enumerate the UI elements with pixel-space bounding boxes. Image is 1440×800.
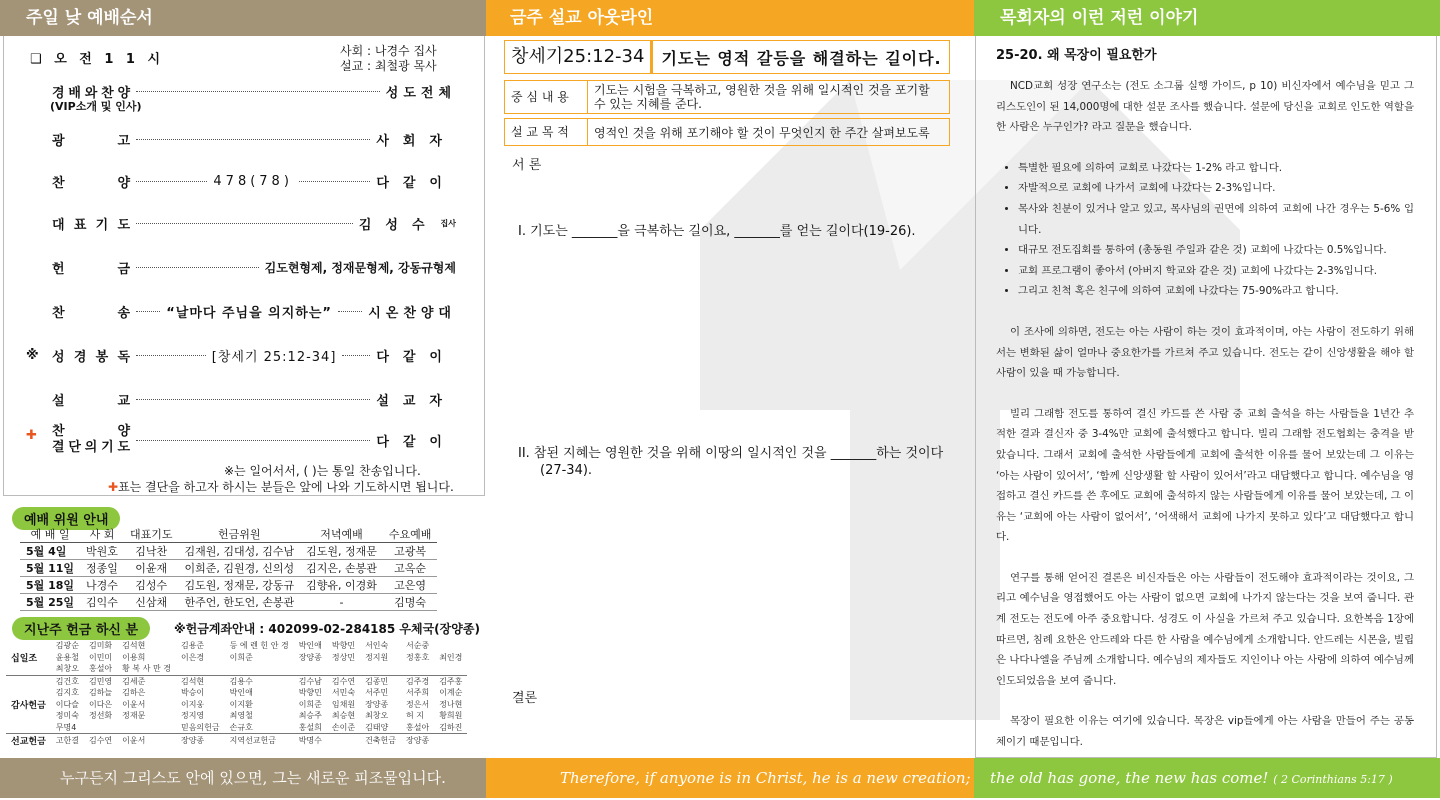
offering-group-name: 선교헌금 — [11, 737, 46, 747]
essay-paragraph-4: 연구를 통해 얻어진 결론은 비신자들은 아는 사람들이 전도해야 효과적이라는 것이요, 그리고 예수님을 영접했어도 아는 사람이 없으면 교회에 나가지 않는다는 것을 보여 줍니다. 관계 전도는 전도에 아주 중요합니다. 성경도 이 사실을 가르쳐 주고 있습니다. 요한복음 1장에 따르면, 침례 요한은 안드레와 다른 한 사람을 예수님에게 소개합니다. 안드레는 시몬을, 빌립은 나다나엘을 주님께 소개합니다. 예수님의 제자들도 지인이나 아는 사람에 의하여 예수님께 인도되었음을 보여 줍니다. — [996, 571, 1414, 687]
donor-cell: 장양종 — [365, 699, 389, 709]
sermon-title: 기도는 영적 갈등을 해결하는 길이다. — [661, 48, 942, 68]
essay-title: 25-20. 왜 목장이 필요한가 — [996, 48, 1157, 63]
donor-cell: 김수연 — [88, 736, 113, 745]
duty-cell: 5월 11일 — [20, 560, 80, 577]
sermon-core-label: 중 심 내 용 — [505, 81, 588, 113]
order-item-title: 집사 — [440, 219, 456, 228]
duty-title: 예배 위원 안내 — [12, 507, 120, 530]
order-item-detail: 478(78) — [213, 174, 293, 189]
donor-cell: 정재문 — [122, 711, 146, 721]
leader-dots — [338, 311, 362, 312]
sermon-core-text: 기도는 시험을 극복하고, 영원한 것을 위해 일시적인 것을 포기할 수 있는 지혜를 준다. — [594, 83, 930, 111]
donor-cell: 김하진 — [439, 722, 463, 732]
duty-cell: 김명숙 — [383, 594, 438, 611]
leader-dots — [136, 267, 259, 268]
duty-cell: 신삼채 — [124, 594, 179, 611]
leader-dots — [136, 440, 370, 441]
donor-cell: 박향민 — [298, 688, 322, 698]
order-item — [30, 258, 456, 277]
donor-cell — [327, 734, 360, 748]
essay-paragraph-5: 목장이 필요한 이유는 여기에 있습니다. 목장은 vip들에게 아는 사람을 만들어 주는 공동체이기 때문입니다. — [996, 715, 1414, 749]
donor-cell: 임채원 — [331, 699, 356, 709]
donor-cell: 손규호 — [229, 722, 253, 732]
order-item — [26, 346, 456, 365]
duty-cell: 5월 25일 — [20, 594, 80, 611]
service-time — [30, 48, 164, 67]
donor-cell: 홍설아 — [406, 722, 430, 732]
footer-verse-ref: ( 2 Corinthians 5:17 ) — [1273, 773, 1393, 786]
service-leader: 사회 : 나경수 집사 — [340, 44, 437, 58]
duty-header: 저녁예배 — [300, 526, 383, 543]
table-row — [6, 652, 467, 664]
leader-dots — [136, 139, 370, 140]
offering-group-name: 감사헌금 — [11, 700, 46, 711]
essay-bullet: • 그리고 친척 혹은 친구에 의하여 교회에 나갔다는 75-90%라고 합니다. — [1018, 281, 1414, 302]
duty-cell: 김향유, 이경화 — [300, 577, 383, 594]
donor-cell: 최승현 — [331, 711, 356, 721]
donor-cell: 이민미 — [88, 652, 113, 662]
duty-header: 예 배 일 — [20, 526, 80, 543]
donor-cell: 최인경 — [439, 652, 463, 662]
donor-cell: 박명수 — [298, 736, 322, 745]
table-row — [20, 560, 437, 577]
donor-cell: 윤용철 — [55, 652, 79, 662]
offering-title: 지난주 헌금 하신 분 — [12, 617, 150, 640]
donor-cell: 김미화 — [88, 641, 113, 651]
donor-cell: 홍설아 — [88, 664, 113, 674]
donor-cell: 박승이 — [180, 688, 205, 698]
donor-cell: 이윤서 — [122, 699, 146, 709]
donor-cell: 김용수 — [229, 676, 253, 686]
essay-paragraph-3: 빌리 그래함 전도를 통하여 결신 카드를 쓴 사람 중 교회 출석을 하는 사람들을 1년간 추적한 결과 결신자 중 3-4%만 교회에 출석했다고 합니다. 빌리 그래함 전도협회는 충격을 받았습니다. 그래서 교회에 출석한 사람들에게 교회에 출석한 이유를 물어 보았는데 그 이유는 ‘아는 사람이 있어서’, ‘함께 신앙생활 할 사람이 있어서’라고 대답했다고 합니다. 예수님을 영접하고 결신 카드를 쓴 후에도 교회에 출석하지 않는 사람들에게 이유를 물어 보았는데, 그 이유는 ‘교회에 아는 사람이 없어서’, ‘어색해서 교회에 나가지 못하고 있다’고 대답했다고 합니다. — [996, 407, 1414, 544]
donor-cell: 건축헌금 — [365, 736, 396, 745]
order-item — [30, 214, 456, 233]
donor-cell: 허 지 — [406, 711, 424, 721]
donor-cell: 서주민 — [365, 688, 389, 698]
essay-bullet: • 자발적으로 교회에 나가서 교회에 나갔다는 2-3%입니다. — [1018, 178, 1414, 199]
donor-cell: 고한결 — [55, 736, 79, 745]
sermon-point-1: I. 기도는 _______을 극복하는 길이요, _______를 얻는 길이다(19-26). — [518, 224, 916, 239]
essay-bullet: • 목사와 친분이 있거나 알고 있고, 목사님의 권면에 의하여 교회에 나간 경우는 5-6% 입니다. — [1018, 199, 1414, 240]
donor-cell: 장양종 — [406, 736, 430, 745]
order-item — [30, 302, 456, 321]
essay-bullet: • 특별한 필요에 의하여 교회로 나갔다는 1-2% 라고 합니다. — [1018, 158, 1414, 179]
essay-bullet: • 교회 프로그램이 좋아서 (아버지 학교와 같은 것) 교회에 나갔다는 2-3%입니다. — [1018, 261, 1414, 282]
order-item-person: 다같이 — [376, 434, 456, 450]
donor-cell: 김용준 — [180, 641, 205, 651]
donor-cell: 정선화 — [88, 711, 113, 721]
donor-cell: 이윤서 — [122, 736, 146, 745]
order-item-person: 다같이 — [376, 176, 456, 191]
donor-cell: 김석현 — [122, 641, 146, 651]
sermon-point-2: II. 참된 지혜는 영원한 것을 위해 이땅의 일시적인 것을 _______하는 것이다 — [518, 446, 944, 461]
donor-cell: 정지원 — [365, 652, 389, 662]
donor-cell: 등 에 렌 힌 안 경 — [229, 641, 289, 651]
essay-body — [996, 76, 1414, 753]
donor-cell: 김광순 — [55, 641, 79, 651]
sermon-core-box — [504, 80, 950, 114]
order-item-sub: (VIP소개 및 인사) — [50, 100, 142, 113]
service-time-label: 오 전 1 1 시 — [54, 52, 165, 67]
donor-cell — [434, 734, 467, 748]
donor-cell: 정은서 — [406, 699, 430, 709]
duty-cell: 정종일 — [80, 560, 124, 577]
donor-cell: 이지환 — [229, 699, 253, 709]
table-row — [6, 710, 467, 722]
donor-cell: 김세준 — [122, 676, 146, 686]
duty-cell: 김성수 — [124, 577, 179, 594]
sermon-goal-box — [504, 118, 950, 146]
essay-paragraph-2: 이 조사에 의하면, 전도는 아는 사람이 하는 것이 효과적이며, 아는 사람이 전도하기 위해서는 변화된 삶이 얼마나 중요한가를 가르쳐 주고 있습니다. 전도는 같이 신앙생활을 해야 할 사람이 있을 때 가능합니다. — [996, 325, 1414, 380]
order-item-person: 다같이 — [376, 350, 456, 365]
sermon-goal-text: 영적인 것을 위해 포기해야 할 것이 무엇인지 한 주간 살펴보도록 — [594, 125, 930, 140]
duty-cell: - — [300, 594, 383, 611]
order-item-label: 설 교 — [52, 394, 130, 409]
duty-cell: 이희준, 김원경, 신의성 — [178, 560, 300, 577]
donor-cell — [401, 663, 434, 675]
duty-cell: 고광복 — [383, 543, 438, 560]
donor-cell: 이다은 — [88, 699, 113, 709]
leader-dots — [136, 91, 380, 92]
donor-cell: 정나현 — [439, 699, 463, 709]
donor-cell: 정상민 — [331, 652, 356, 662]
offering-account: ※헌금계좌안내 : 402099-02-284185 우체국(장양종) — [174, 622, 480, 636]
donor-cell — [176, 663, 225, 675]
donor-cell: 김주홍 — [439, 676, 463, 686]
table-row — [6, 722, 467, 734]
duty-cell: 김도원, 정재문 — [300, 543, 383, 560]
leader-dots — [299, 181, 370, 182]
donor-cell: 서순중 — [406, 641, 430, 651]
donor-cell: 이계순 — [439, 688, 463, 698]
donor-cell: 최창오 — [365, 711, 389, 721]
donor-cell: 서민숙 — [331, 688, 356, 698]
order-item-detail: “날마다 주님을 의지하는” — [166, 306, 332, 321]
donor-cell: 지역선교헌금 — [229, 736, 276, 745]
donor-cell: 이희준 — [229, 652, 253, 662]
order-note-cross-text: 표는 결단을 하고자 하시는 분들은 앞에 나와 기도하시면 됩니다. — [118, 480, 454, 494]
order-item-label: 경 배 와 찬 양 — [52, 86, 130, 101]
order-item-label-line2: 결 단 의 기 도 — [52, 440, 130, 455]
duty-cell: 5월 4일 — [20, 543, 80, 560]
duty-cell: 김낙찬 — [124, 543, 179, 560]
table-row — [6, 687, 467, 699]
donor-cell: 정홍호 — [406, 652, 430, 662]
donor-cell: 이다슬 — [55, 699, 79, 709]
order-item-label: 대 표 기 도 — [52, 218, 130, 233]
header-pastor-story: 목회자의 이런 저런 이야기 — [974, 0, 1440, 36]
duty-cell: 김재원, 김대성, 김수남 — [178, 543, 300, 560]
footer-verse-english-1: Therefore, if anyone is in Christ, he is a new creation; — [486, 758, 974, 798]
donor-cell: 장양종 — [298, 652, 322, 662]
order-item-person: 사회자 — [376, 134, 456, 149]
duty-cell: 한주언, 한도언, 손봉관 — [178, 594, 300, 611]
duty-cell: 나경수 — [80, 577, 124, 594]
donor-cell: 이희준 — [298, 699, 322, 709]
duty-cell: 김지은, 손봉관 — [300, 560, 383, 577]
order-item-person: 설교자 — [376, 394, 456, 409]
table-row — [6, 699, 467, 711]
donor-cell — [294, 663, 327, 675]
sermon-intro: 서 론 — [512, 158, 542, 173]
order-item — [30, 390, 456, 409]
cross-icon: ✚ — [108, 480, 119, 494]
table-row — [6, 663, 467, 675]
duty-cell: 고옥순 — [383, 560, 438, 577]
donor-cell: 홍설희 — [298, 722, 322, 732]
donor-cell: 박인애 — [298, 641, 322, 651]
donor-cell — [84, 722, 117, 734]
donor-cell: 손이준 — [331, 722, 356, 732]
duty-cell: 5월 18일 — [20, 577, 80, 594]
donor-cell: 김태양 — [365, 722, 389, 732]
order-item — [26, 424, 456, 456]
offering-table — [6, 640, 467, 747]
donor-cell: 믿음의헌금 — [180, 722, 220, 732]
order-item-label: 헌 금 — [52, 262, 130, 277]
donor-cell — [434, 663, 467, 675]
duty-header: 대표기도 — [124, 526, 179, 543]
donor-cell: 이용희 — [122, 652, 146, 662]
leader-dots — [342, 355, 370, 356]
sermon-passage: 창세기25:12-34 — [505, 41, 653, 73]
table-row — [6, 734, 467, 748]
donor-cell: 서인숙 — [365, 641, 389, 651]
donor-cell: 장양종 — [180, 736, 205, 745]
donor-cell: 서주희 — [406, 688, 430, 698]
donor-cell: 김수남 — [298, 676, 322, 686]
duty-header: 수요예배 — [383, 526, 438, 543]
order-item-detail: [창세기 25:12-34] — [211, 350, 337, 365]
leader-dots — [136, 399, 370, 400]
donor-cell: 황 복 사 만 경 — [122, 664, 171, 674]
essay-bullet: • 대규모 전도집회를 통하여 (총동원 주일과 같은 것) 교회에 나갔다는 0.5%입니다. — [1018, 240, 1414, 261]
order-item — [30, 130, 456, 149]
donor-cell: 김수연 — [331, 676, 356, 686]
donor-cell — [360, 663, 401, 675]
offering-group-name: 십일조 — [11, 653, 38, 664]
duty-header: 사 회 — [80, 526, 124, 543]
order-item-person: 시온찬양대 — [368, 306, 456, 321]
sermon-goal-label: 설 교 목 적 — [505, 119, 588, 145]
cross-icon: ✚ — [26, 428, 37, 443]
order-item-label: 찬 송 — [52, 306, 130, 321]
duty-table — [20, 526, 437, 611]
table-row — [6, 675, 467, 687]
stand-mark-icon: ※ — [26, 348, 39, 363]
donor-cell: 김지호 — [55, 688, 79, 698]
order-note-cross — [108, 478, 454, 495]
order-item-label: 성 경 봉 독 — [52, 350, 130, 365]
donor-cell: 무명4 — [55, 722, 77, 732]
donor-cell: 김민영 — [88, 676, 113, 686]
donor-cell: 김하늘 — [88, 688, 113, 698]
order-item-label: 광 고 — [52, 134, 130, 149]
donor-cell: 박향민 — [331, 641, 356, 651]
table-row — [20, 543, 437, 560]
table-row — [6, 640, 467, 652]
order-item-label-line1: 찬 양 — [52, 424, 130, 439]
leader-dots — [136, 355, 206, 356]
duty-cell: 김도원, 정재문, 강동규 — [178, 577, 300, 594]
donor-cell — [327, 663, 360, 675]
donor-cell: 김주경 — [406, 676, 430, 686]
order-item — [30, 172, 456, 191]
donor-cell: 김건호 — [55, 676, 79, 686]
footer-verse-text: the old has gone, the new has come! — [990, 769, 1269, 787]
donor-cell: 이지웅 — [180, 699, 205, 709]
duty-cell: 김익수 — [80, 594, 124, 611]
essay-paragraph-1: NCD교회 성장 연구소는 (전도 소그룹 실행 가이드, p 10) 비신자에서 예수님을 믿고 그리스도인이 된 14,000명에 대한 설문 조사를 했습니다. 설문에 당신을 교회로 인도한 역할을 한 사람은 누구인가? 라고 질문을 했습니다. — [996, 80, 1414, 134]
donor-cell: 최승주 — [298, 711, 322, 721]
order-note-stand: ※는 일어서서, ( )는 통일 찬송입니다. — [224, 464, 421, 478]
duty-cell: 이윤재 — [124, 560, 179, 577]
donor-cell: 최창오 — [55, 664, 79, 674]
sermon-conclusion: 결론 — [512, 691, 538, 706]
sermon-title-box — [504, 40, 950, 74]
donor-cell: 박인애 — [229, 688, 253, 698]
footer-verse-english-2 — [974, 758, 1440, 798]
square-bullet-icon: ❑ — [30, 52, 46, 67]
donor-cell: 정미숙 — [55, 711, 79, 721]
duty-cell: 박원호 — [80, 543, 124, 560]
leader-dots — [136, 311, 160, 312]
donor-cell: 정지영 — [180, 711, 205, 721]
donor-cell: 김석현 — [180, 676, 205, 686]
donor-cell — [117, 722, 176, 734]
leader-dots — [136, 181, 207, 182]
donor-cell — [225, 663, 294, 675]
header-sermon-outline: 금주 설교 아웃라인 — [486, 0, 974, 36]
order-item-label — [30, 424, 130, 456]
duty-cell: 고은영 — [383, 577, 438, 594]
footer-verse-korean: 누구든지 그리스도 안에 있으면, 그는 새로운 피조물입니다. — [0, 758, 486, 798]
table-row — [20, 594, 437, 611]
donor-cell: 최영철 — [229, 711, 253, 721]
order-item-person: 김성수 — [358, 218, 439, 233]
order-item-label: 찬 양 — [52, 176, 130, 191]
essay-bullet-list — [996, 158, 1414, 302]
donor-cell: 김하은 — [122, 688, 146, 698]
donor-cell: 김종민 — [365, 676, 389, 686]
donor-cell: 황희원 — [439, 711, 463, 721]
table-row — [20, 577, 437, 594]
sermon-point-2-ref: (27-34). — [540, 463, 593, 478]
leader-dots — [136, 223, 353, 224]
order-item-person: 성도전체 — [385, 86, 456, 101]
header-worship-order: 주일 낮 예배순서 — [0, 0, 486, 36]
order-item-person: 김도현형제, 정재문형제, 강동규형제 — [264, 261, 456, 275]
service-preacher: 설교 : 최철광 목사 — [340, 59, 437, 73]
duty-header: 헌금위원 — [178, 526, 300, 543]
donor-cell: 이은경 — [180, 652, 205, 662]
